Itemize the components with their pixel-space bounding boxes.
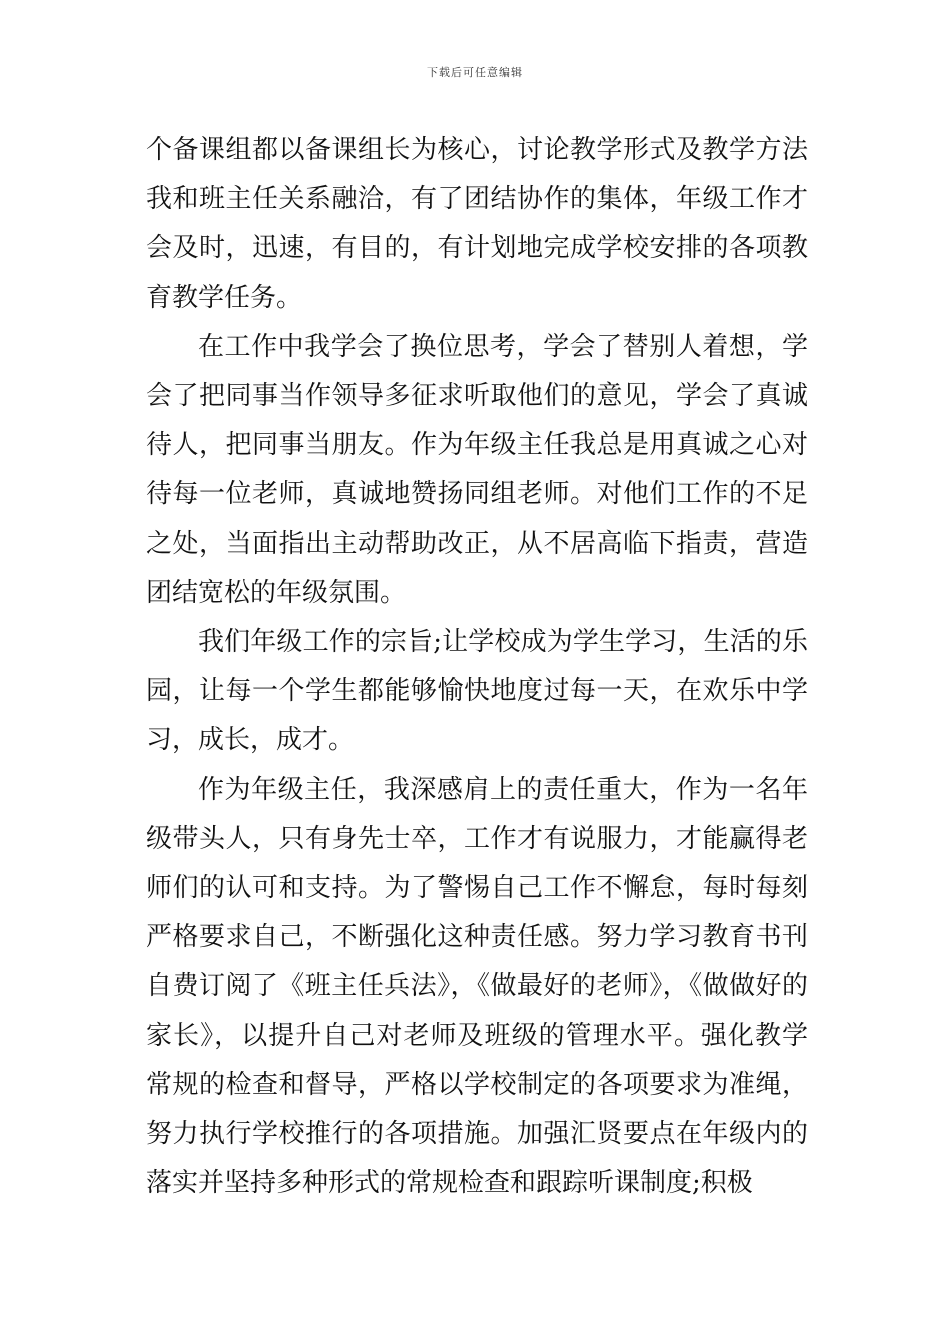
download-note: 下载后可任意编辑 — [427, 66, 523, 79]
paragraph-2: 在工作中我学会了换位思考，学会了替别人着想，学会了把同事当作领导多征求听取他们的意见，学会了真诚待人，把同事当朋友。作为年级主任我总是用真诚之心对待每一位老师，真诚地赞扬同组老师。对他们工作的不足之处，当面指出主动帮助改正，从不居高临下指责，营造团结宽松的年级氛围。 — [146, 331, 808, 608]
document-body — [146, 126, 808, 1208]
paragraph-4: 作为年级主任，我深感肩上的责任重大，作为一名年级带头人，只有身先士卒，工作才有说服力，才能赢得老师们的认可和支持。为了警惕自己工作不懈怠，每时每刻严格要求自己，不断强化这种责任感。努力学习教育书刊自费订阅了《班主任兵法》，《做最好的老师》，《做做好的家长》，以提升自己对老师及班级的管理水平。强化教学常规的检查和督导，严格以学校制定的各项要求为准绳，努力执行学校推行的各项措施。加强汇贤要点在年级内的落实并坚持多种形式的常规检查和跟踪听课制度;积极 — [146, 774, 808, 1199]
paragraph-3: 我们年级工作的宗旨;让学校成为学生学习，生活的乐园，让每一个学生都能够愉快地度过每一天，在欢乐中学习，成长，成才。 — [146, 627, 808, 756]
paragraph-1: 个备课组都以备课组长为核心，讨论教学形式及教学方法我和班主任关系融洽，有了团结协作的集体，年级工作才会及时，迅速，有目的，有计划地完成学校安排的各项教育教学任务。 — [146, 135, 808, 313]
